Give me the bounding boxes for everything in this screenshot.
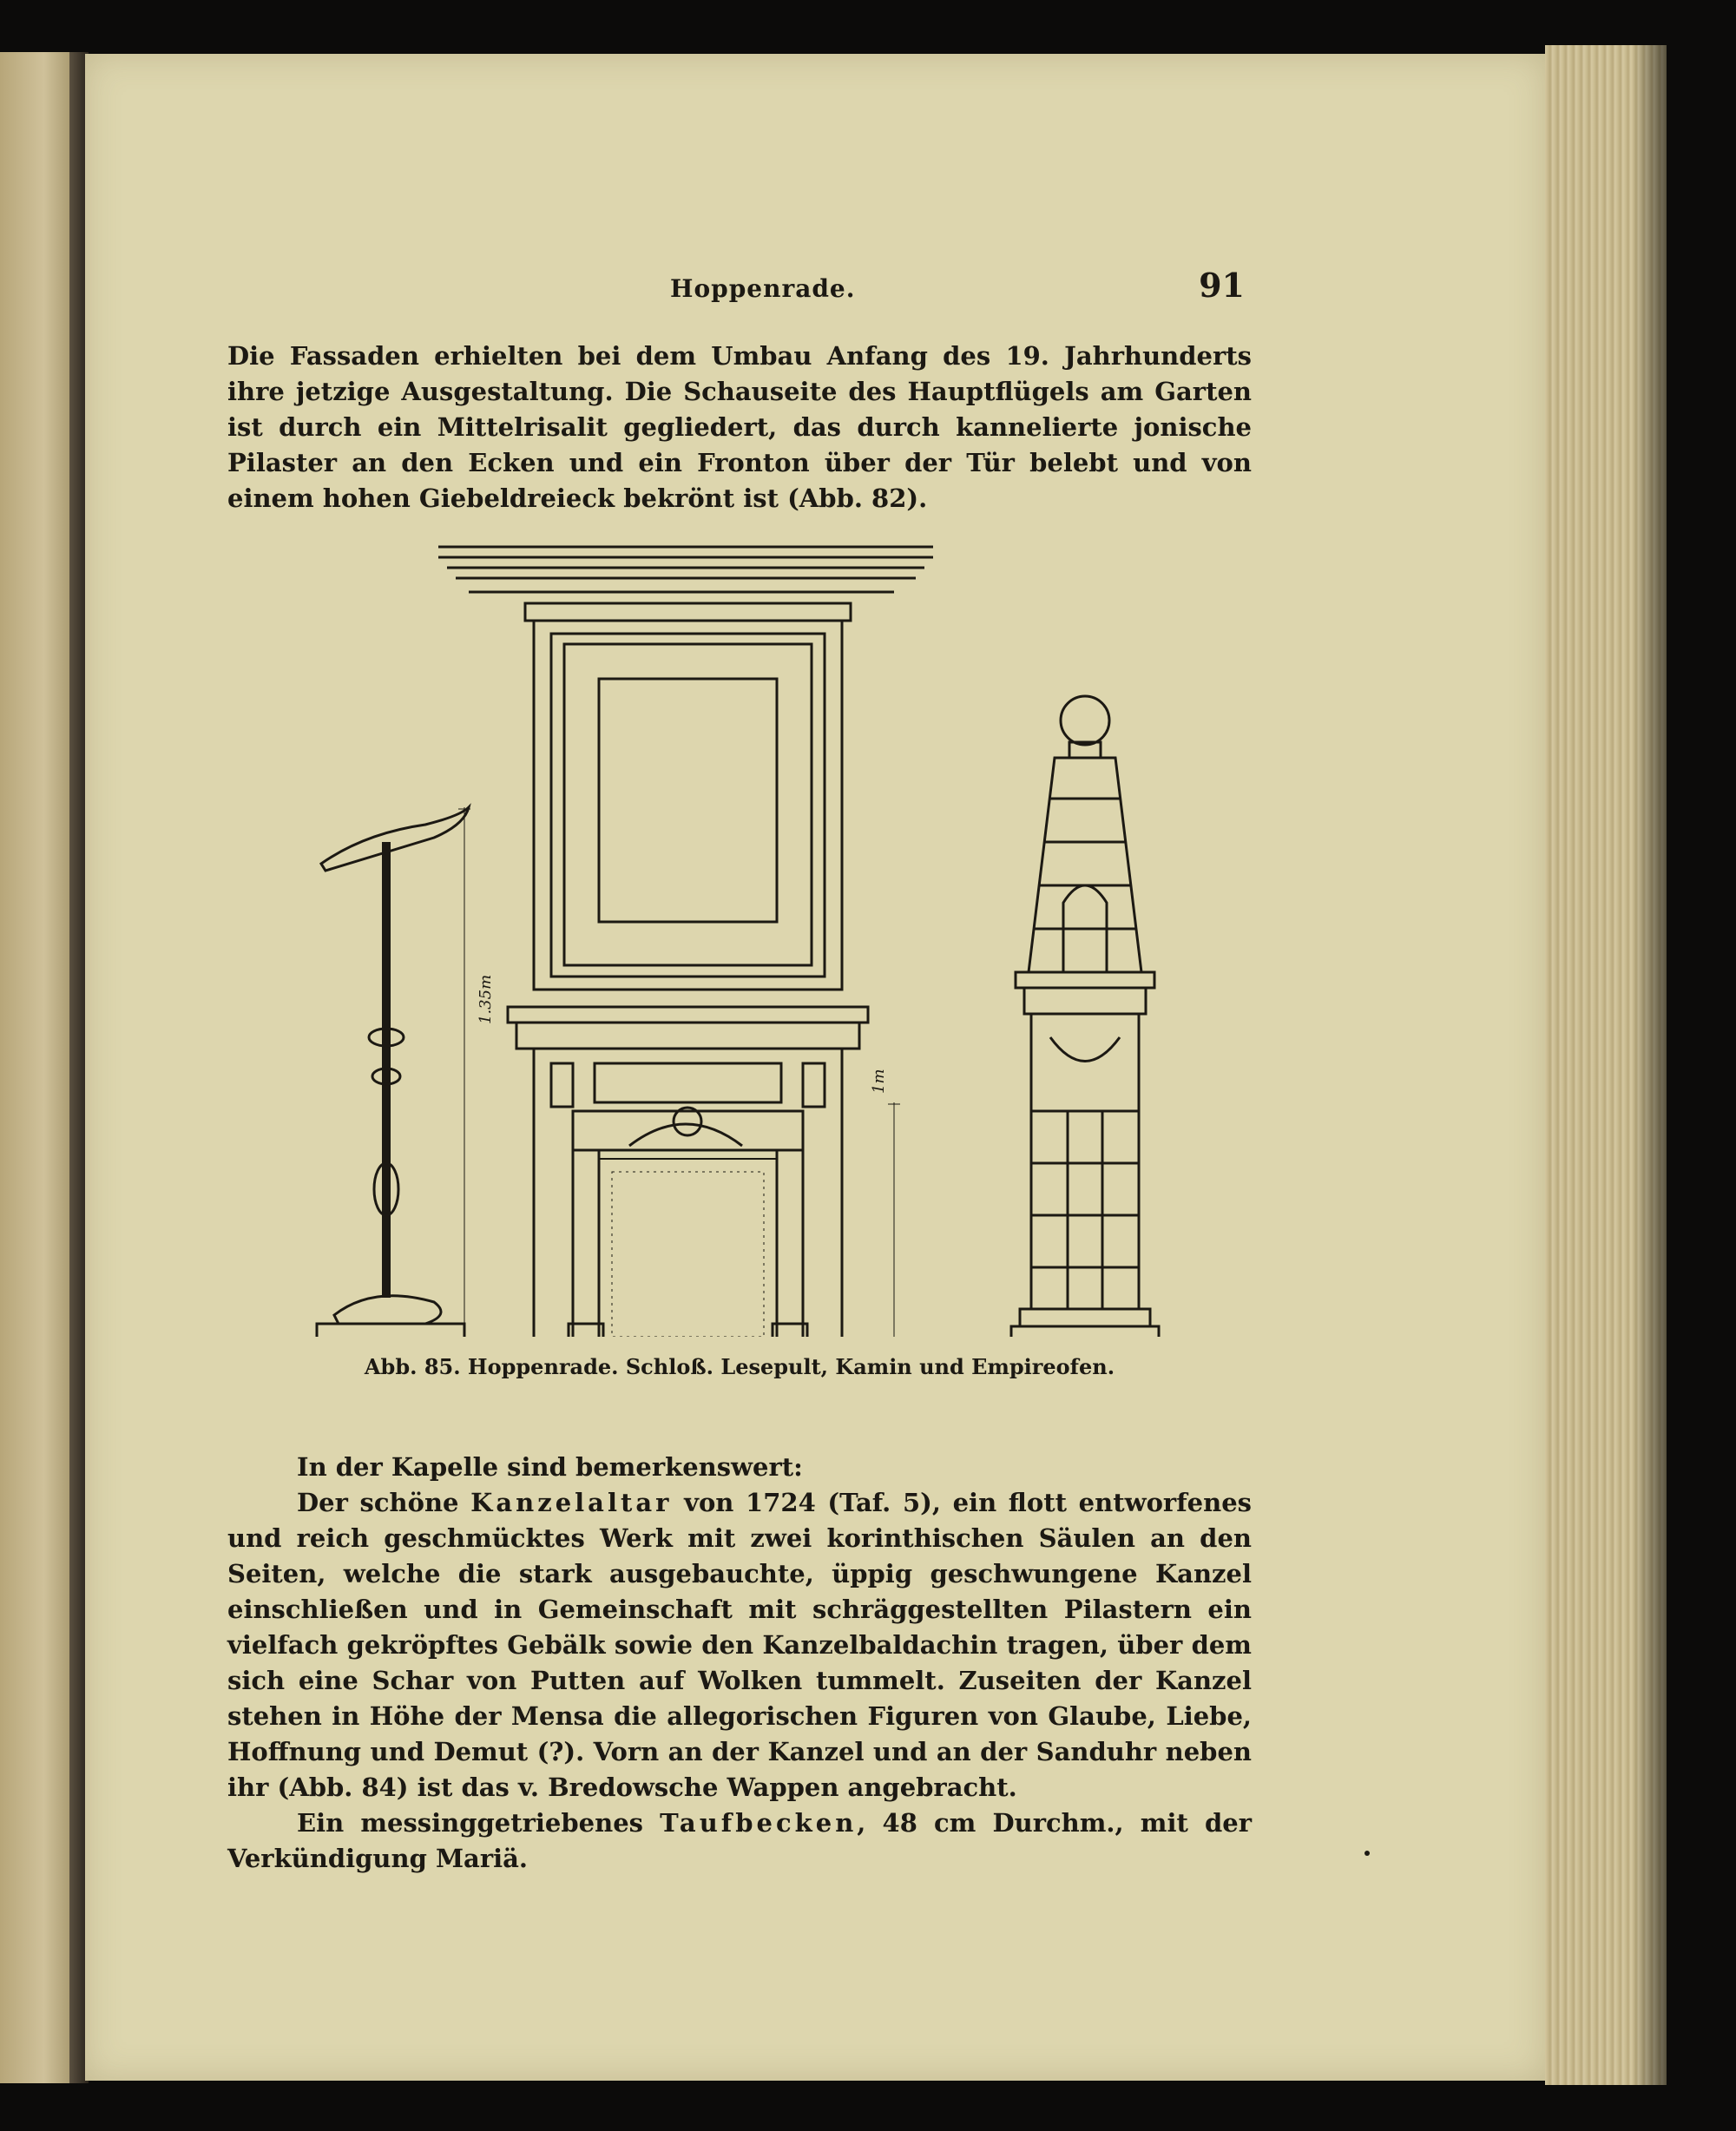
- stray-mark: [1364, 1851, 1370, 1856]
- figure-caption: Abb. 85. Hoppenrade. Schloß. Lesepult, Kamin und Empireofen.: [364, 1354, 1115, 1379]
- lectern-height-label: 1.35m: [477, 974, 495, 1024]
- stove-height-label: 1m: [870, 1069, 888, 1094]
- text-run: von 1724 (Taf. 5), ein flott entworfenes und reich geschmücktes Werk mit zwei korinthischen Säulen an den Seiten, welche die stark ausgebauchte, üppig geschwungene Kanzel einschließen und in Gemeinschaft mit schräggestellten Pilastern ein vielfach gekröpftes Gebälk sowie den Kanzelbaldachin tragen, über dem sich eine Schar von Putten auf Wolken tummelt. Zuseiten der Kanzel stehen in Höhe der Mensa die allegorischen Figuren von Glaube, Liebe, Hoffnung und Demut (?). Vorn an der Kanzel und an der Sanduhr neben ihr (Abb. 84) ist das v. Bredowsche Wappen angebracht.: [227, 1488, 1252, 1802]
- figure-illustration: [286, 538, 1198, 1337]
- page-number: 91: [1199, 266, 1245, 305]
- text-run: , 48 cm Durchm., mit der Verkündigung Mariä.: [227, 1808, 1252, 1873]
- left-page-edge: [0, 52, 80, 2083]
- text-run: Der schöne: [297, 1488, 471, 1517]
- paragraph-chapel: [227, 1450, 1252, 1877]
- fireplace-drawing: [438, 547, 933, 1337]
- empire-stove-drawing: [1011, 696, 1159, 1337]
- paragraph-taufbecken: [227, 1805, 1252, 1877]
- page-stack-edge: [1545, 45, 1667, 2085]
- running-head: Hoppenrade.: [670, 274, 856, 303]
- paragraph-kanzelaltar: [227, 1485, 1252, 1805]
- paragraph-text: In der Kapelle sind bemerkenswert:: [297, 1452, 803, 1482]
- paragraph-text: Die Fassaden erhielten bei dem Umbau Anfang des 19. Jahrhunderts ihre jetzige Ausgestaltung. Die Schauseite des Hauptflügels am Garten ist durch ein Mittelrisalit gegliedert, das durch kannelierte jonische Pilaster an den Ecken und ein Fronton über der Tür belebt und von einem hohen Giebeldreieck bekrönt ist (Abb. 82).: [227, 341, 1252, 513]
- emphasized-term: Kanzelaltar: [470, 1488, 673, 1517]
- page-header: [227, 266, 1252, 312]
- emphasized-term: Taufbecken: [660, 1808, 858, 1838]
- lectern-drawing: [317, 807, 470, 1337]
- paragraph-facades: [227, 339, 1252, 516]
- text-run: Ein messinggetriebenes: [297, 1808, 661, 1838]
